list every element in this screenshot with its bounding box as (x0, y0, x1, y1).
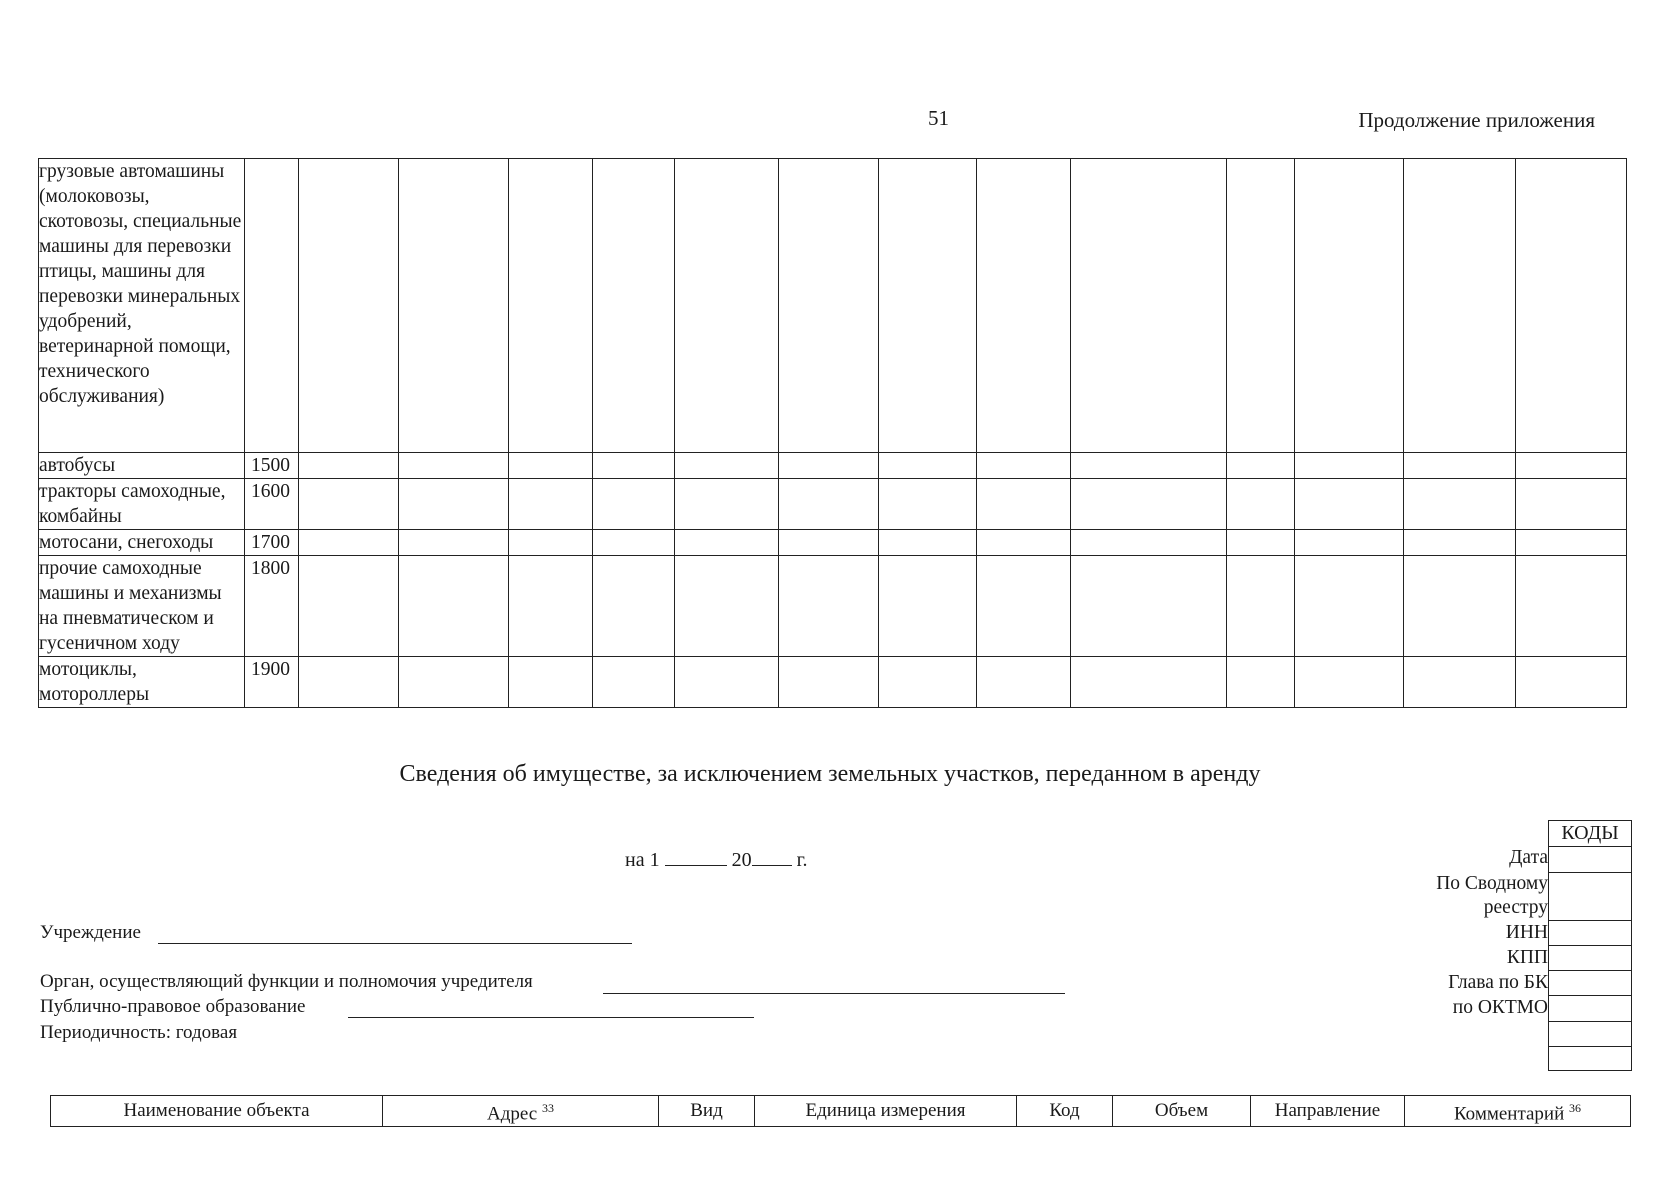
code-cell-extra-1[interactable] (1549, 1021, 1631, 1047)
column-header (1251, 1096, 1405, 1127)
column-header (383, 1096, 659, 1127)
property-table-header (50, 1095, 1631, 1127)
data-cell[interactable] (1404, 657, 1516, 708)
data-cell[interactable] (675, 159, 779, 453)
row-name-cell: прочие самоходные машины и механизмы на пневматическом и гусеничном ходу (39, 556, 245, 657)
data-cell[interactable] (779, 530, 879, 556)
row-name-cell: мотосани, снегоходы (39, 530, 245, 556)
periodicity-label: Периодичность: годовая (40, 1022, 238, 1043)
data-cell[interactable] (399, 453, 509, 479)
data-cell[interactable] (1295, 453, 1404, 479)
data-cell[interactable] (1071, 556, 1227, 657)
data-cell[interactable] (879, 159, 977, 453)
table-row (39, 479, 1627, 530)
data-cell[interactable] (1404, 530, 1516, 556)
column-header-label: Комментарий (1453, 1103, 1565, 1125)
data-cell[interactable] (1227, 479, 1295, 530)
continuation-label: Продолжение приложения (1358, 108, 1595, 132)
data-cell[interactable] (593, 556, 675, 657)
data-cell[interactable] (593, 453, 675, 479)
data-cell[interactable] (1071, 159, 1227, 453)
table-row (39, 556, 1627, 657)
data-cell[interactable] (1227, 530, 1295, 556)
row-code-cell: 1800 (245, 556, 299, 657)
data-cell[interactable] (675, 556, 779, 657)
data-cell[interactable] (299, 159, 399, 453)
section-title: Сведения об имуществе, за исключением земельных участков, переданном в аренду (399, 761, 1261, 787)
data-cell[interactable] (1516, 453, 1627, 479)
data-cell[interactable] (509, 556, 593, 657)
data-cell[interactable] (509, 530, 593, 556)
data-cell[interactable] (593, 530, 675, 556)
data-cell[interactable] (879, 657, 977, 708)
column-header (1405, 1096, 1631, 1127)
table-row (39, 453, 1627, 479)
column-header-label: Направление (1274, 1100, 1381, 1122)
code-label-bk: Глава по БК (1448, 972, 1548, 993)
data-cell[interactable] (509, 159, 593, 453)
data-cell[interactable] (977, 657, 1071, 708)
data-cell[interactable] (879, 453, 977, 479)
date-year-blank[interactable] (752, 847, 792, 866)
column-header-label: Код (1049, 1100, 1080, 1122)
code-cell-bk[interactable] (1549, 970, 1631, 996)
data-cell[interactable] (593, 479, 675, 530)
row-name-cell: тракторы самоходные, комбайны (39, 479, 245, 530)
data-cell[interactable] (593, 159, 675, 453)
data-cell[interactable] (1227, 657, 1295, 708)
row-code-cell: 1500 (245, 453, 299, 479)
data-cell[interactable] (779, 453, 879, 479)
data-cell[interactable] (779, 159, 879, 453)
date-year-prefix: 20 (731, 849, 752, 871)
table-row (39, 530, 1627, 556)
code-cell-kpp[interactable] (1549, 945, 1631, 971)
date-prefix: на 1 (625, 849, 660, 871)
data-cell[interactable] (1071, 530, 1227, 556)
row-code-cell: 1900 (245, 657, 299, 708)
data-cell[interactable] (1516, 657, 1627, 708)
data-cell[interactable] (675, 453, 779, 479)
founder-body-label: Орган, осуществляющий функции и полномочия учредителя (40, 971, 533, 992)
data-cell[interactable] (779, 479, 879, 530)
data-cell[interactable] (1404, 159, 1516, 453)
code-label-oktmo: по ОКТМО (1452, 997, 1548, 1018)
data-cell[interactable] (1516, 159, 1627, 453)
row-code-cell: 1600 (245, 479, 299, 530)
data-cell[interactable] (1516, 556, 1627, 657)
data-cell[interactable] (399, 556, 509, 657)
codes-header: КОДЫ (1548, 820, 1632, 847)
column-header (1113, 1096, 1251, 1127)
code-cell-inn[interactable] (1549, 920, 1631, 946)
data-cell[interactable] (779, 657, 879, 708)
column-header (1017, 1096, 1113, 1127)
date-day-month-blank[interactable] (665, 847, 727, 866)
data-cell[interactable] (1071, 479, 1227, 530)
column-header-label: Вид (690, 1100, 723, 1122)
public-entity-field[interactable] (348, 1017, 754, 1018)
code-label-inn: ИНН (1505, 922, 1548, 943)
data-cell[interactable] (977, 159, 1071, 453)
code-cell-date[interactable] (1549, 846, 1631, 873)
data-cell[interactable] (1404, 453, 1516, 479)
data-cell[interactable] (509, 453, 593, 479)
row-name-cell: мотоциклы, мотороллеры (39, 657, 245, 708)
institution-label: Учреждение (40, 922, 141, 943)
column-header-label: Объем (1154, 1100, 1209, 1122)
code-label-registry-2: реестру (1483, 897, 1548, 918)
footnote-ref: 36 (1569, 1101, 1582, 1115)
code-label-kpp: КПП (1506, 947, 1548, 968)
data-cell[interactable] (1516, 479, 1627, 530)
founder-body-field[interactable] (603, 993, 1065, 994)
data-cell[interactable] (977, 530, 1071, 556)
row-code-cell: 1700 (245, 530, 299, 556)
data-cell[interactable] (299, 453, 399, 479)
data-cell[interactable] (509, 657, 593, 708)
data-cell[interactable] (675, 530, 779, 556)
data-cell[interactable] (1295, 479, 1404, 530)
date-suffix: г. (796, 849, 808, 871)
data-cell[interactable] (1227, 556, 1295, 657)
vehicles-table (38, 158, 1627, 708)
data-cell[interactable] (1227, 159, 1295, 453)
table-row (39, 159, 1627, 453)
column-header-label: Адрес (487, 1103, 538, 1125)
data-cell[interactable] (977, 479, 1071, 530)
column-header (755, 1096, 1017, 1127)
data-cell[interactable] (1227, 453, 1295, 479)
data-cell[interactable] (1516, 530, 1627, 556)
column-header-label: Единица измерения (805, 1100, 966, 1122)
column-header (51, 1096, 383, 1127)
institution-field[interactable] (158, 943, 632, 944)
data-cell[interactable] (879, 479, 977, 530)
data-cell[interactable] (1295, 657, 1404, 708)
data-cell[interactable] (299, 479, 399, 530)
code-label-date: Дата (1509, 847, 1548, 868)
data-cell[interactable] (779, 556, 879, 657)
data-cell[interactable] (1295, 159, 1404, 453)
data-cell[interactable] (399, 159, 509, 453)
code-label-registry-1: По Сводному (1436, 873, 1548, 894)
data-cell[interactable] (977, 556, 1071, 657)
data-cell[interactable] (299, 530, 399, 556)
data-cell[interactable] (1404, 556, 1516, 657)
public-entity-label: Публично-правовое образование (40, 996, 306, 1017)
page-number: 51 (928, 106, 949, 130)
data-cell[interactable] (593, 657, 675, 708)
data-cell[interactable] (1295, 556, 1404, 657)
data-cell[interactable] (675, 479, 779, 530)
data-cell[interactable] (399, 657, 509, 708)
data-cell[interactable] (977, 453, 1071, 479)
codes-box (1548, 846, 1632, 1071)
row-name-cell: грузовые автомашины (молоковозы, скотовозы, специальные машины для перевозки птицы, машины для перевозки минеральных удобрений, ветеринарной помощи, технического обслуживания) (39, 159, 245, 453)
data-cell[interactable] (299, 556, 399, 657)
code-cell-extra-2[interactable] (1549, 1046, 1631, 1070)
data-cell[interactable] (1295, 530, 1404, 556)
code-cell-oktmo[interactable] (1549, 995, 1631, 1022)
data-cell[interactable] (399, 530, 509, 556)
data-cell[interactable] (675, 657, 779, 708)
data-cell[interactable] (1071, 453, 1227, 479)
column-header-label: Наименование объекта (123, 1100, 310, 1122)
report-date (625, 847, 808, 872)
footnote-ref: 33 (541, 1101, 554, 1115)
data-cell[interactable] (1071, 657, 1227, 708)
code-cell-registry[interactable] (1549, 872, 1631, 921)
data-cell[interactable] (399, 479, 509, 530)
table-row (39, 657, 1627, 708)
row-code-cell (245, 159, 299, 453)
data-cell[interactable] (299, 657, 399, 708)
column-header (659, 1096, 755, 1127)
data-cell[interactable] (1404, 479, 1516, 530)
row-name-cell: автобусы (39, 453, 245, 479)
data-cell[interactable] (509, 479, 593, 530)
data-cell[interactable] (879, 530, 977, 556)
data-cell[interactable] (879, 556, 977, 657)
